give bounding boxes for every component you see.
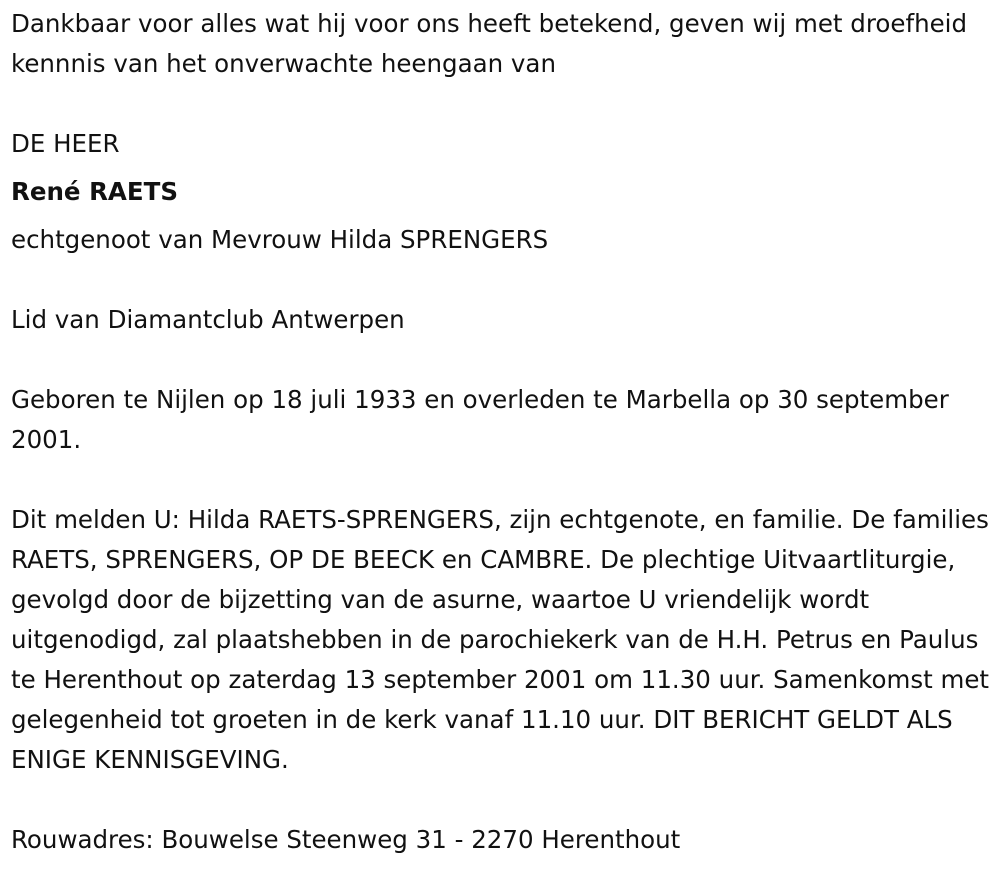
spouse-line: echtgenoot van Mevrouw Hilda SPRENGERS bbox=[11, 225, 549, 254]
membership-line: Lid van Diamantclub Antwerpen bbox=[11, 305, 405, 334]
honorific-title: DE HEER bbox=[11, 129, 120, 158]
announcement-text: Dit melden U: Hilda RAETS-SPRENGERS, zijn echtgenote, en familie. De families RAETS, SPRENGERS, OP DE BEECK en CAMBRE. De plechtige Uitvaartliturgie, gevolgd door de bijzetting van de asurne, waartoe U vriendelijk wordt uitgenodigd, zal plaatshebben in de parochiekerk van de H.H. Petrus en Paulus te Herenthout op zaterdag 13 september 2001 om 11.30 uur. Samenkomst met gelegenheid tot groeten in de kerk vanaf 11.10 uur. DIT BERICHT GELDT ALS ENIGE KENNISGEVING. bbox=[11, 505, 990, 774]
address-line: Rouwadres: Bouwelse Steenweg 31 - 2270 Herenthout bbox=[11, 825, 681, 854]
death-notice bbox=[11, 4, 996, 860]
intro-text: Dankbaar voor alles wat hij voor ons heeft betekend, geven wij met droefheid kennnis van het onverwachte heengaan van bbox=[11, 9, 968, 78]
deceased-name: René RAETS bbox=[11, 177, 178, 206]
birth-death-line: Geboren te Nijlen op 18 juli 1933 en overleden te Marbella op 30 september 2001. bbox=[11, 385, 949, 454]
